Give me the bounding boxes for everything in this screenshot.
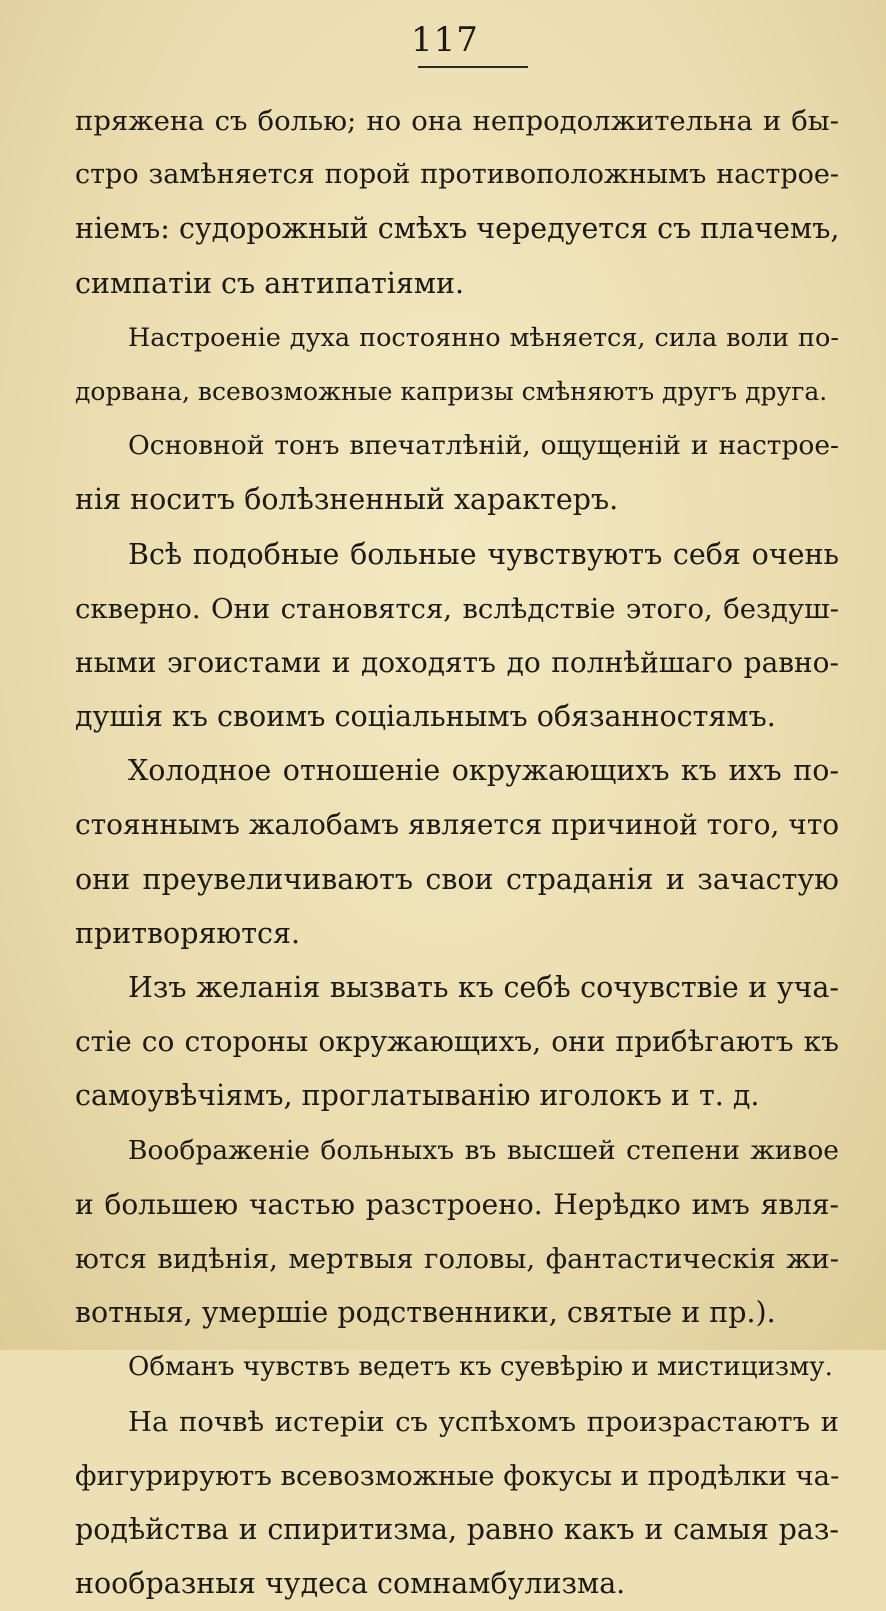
header-rule [418,66,528,68]
text-line: нообразныя чудеса сомнамбулизма. [75,1567,626,1601]
text-line: вотныя, умершіе родственники, святые и пр.). [75,1296,776,1330]
text-line: Обманъ чувствъ ведетъ къ суевѣрію и мистицизму. [128,1352,833,1383]
text-line: ными эгоистами и доходятъ до полнѣйшаго равно- [75,645,839,679]
text-line: ются видѣнія, мертвыя головы, фантастическія жи- [75,1242,839,1275]
text-line: фигурируютъ всевозможные фокусы и продѣлки ча- [75,1459,839,1492]
text-line: душія къ своимъ соціальнымъ обязанностямъ. [75,700,776,734]
text-line: Изъ желанія вызвать къ себѣ сочувствіе и уча- [128,971,839,1004]
text-line: родѣйства и спиритизма, равно какъ и самыя раз- [75,1512,839,1546]
text-line: Основной тонъ впечатлѣній, ощущеній и настрое- [128,430,839,462]
text-line: и большею частью разстроено. Нерѣдко имъ явля- [75,1187,839,1221]
text-line: самоувѣчіямъ, проглатыванію иголокъ и т. д. [75,1079,760,1113]
text-line: стіе со стороны окружающихъ, они прибѣгаютъ къ [75,1025,839,1059]
text-line: Всѣ подобные больные чувствуютъ себя очень [128,537,839,571]
text-line: пряжена съ болью; но она непродолжительна и бы- [75,105,839,137]
text-line: Настроеніе духа постоянно мѣняется, сила воли по- [128,322,839,353]
text-line: симпатіи съ антипатіями. [75,266,465,300]
text-line: На почвѣ истеріи съ успѣхомъ произрастаютъ и [128,1405,839,1438]
page-number: 117 [411,20,479,60]
text-line: стояннымъ жалобамъ является причиной того, что [75,808,839,842]
text-line: они преувеличиваютъ свои страданія и зачастую [75,862,839,896]
text-line: нія носитъ болѣзненный характеръ. [75,483,619,517]
text-line: притворяются. [75,916,301,950]
text-line: Холодное отношеніе окружающихъ къ ихъ по- [128,754,839,788]
page-text [75,94,839,1611]
text-line: скверно. Они становятся, вслѣдствіе этого, бездуш- [75,592,839,625]
text-line: дорвана, всевозможные капризы смѣняютъ другъ друга. [75,376,828,406]
text-line: стро замѣняется порой противоположнымъ настрое- [75,159,839,191]
text-line: ніемъ: судорожный смѣхъ чередуется съ плачемъ, [75,212,839,246]
text-line: Воображеніе больныхъ въ высшей степени живое [128,1134,839,1166]
